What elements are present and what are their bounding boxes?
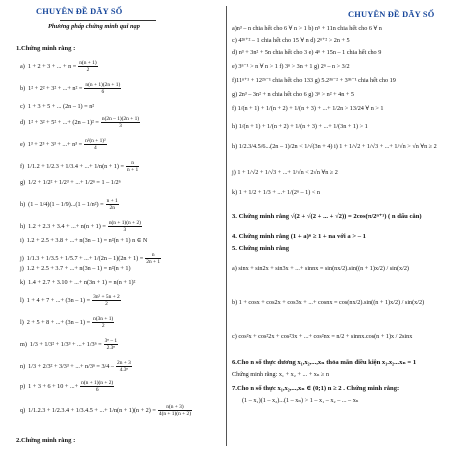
formula-fraction	[84, 138, 107, 151]
section-heading: 5. Chứng minh rằng	[232, 245, 290, 252]
fraction-numerator: n(n + 1)(2n + 1)	[85, 82, 121, 88]
fraction-denominator: 3	[123, 227, 127, 233]
formula-line	[20, 280, 135, 286]
formula-line: f) 1/(n + 1) + 1/(n + 2) + 1/(n + 3) + ...+ 1/2n > 13/24 ∀ n > 1	[232, 105, 384, 112]
formula-fraction	[158, 404, 192, 417]
formula-text: 1/1.2.3 + 1/2.3.4 + 1/3.4.5 + ...+ 1/n(n + 1)(n + 2) =	[28, 406, 156, 414]
formula-label: a)	[20, 62, 25, 70]
section-2-heading: 2.Chứng minh rằng :	[16, 437, 76, 444]
formula-line	[20, 316, 114, 329]
formula-label: e)	[20, 140, 25, 148]
formula-text: 1 + 3 + 6 + 10 + ...+	[28, 382, 79, 390]
formula-label: k)	[20, 279, 26, 286]
section-heading: 7.Cho n số thực x₁,x₂,...,xₙ ∈ (0;1) n ≥ 2 . Chứng minh rằng:	[232, 385, 400, 392]
fraction-denominator: 2	[105, 301, 108, 307]
formula-line: a)n³ – n chia hết cho 6 ∀ n > 1 b) n⁵ + 11n chia hết cho 6 ∀ n	[232, 25, 382, 32]
fraction-numerator: n(n + 3)	[158, 404, 192, 411]
formula-line	[20, 404, 192, 417]
fraction-numerator: n	[145, 252, 161, 259]
formula-text: 1 + 2 + 3 + ... + n =	[27, 62, 77, 70]
fraction-denominator: 2n	[109, 205, 115, 211]
formula-line	[20, 60, 98, 73]
formula-text: 1 + 4 + 7 + ...+ (3n – 1) =	[26, 296, 91, 304]
formula-text: 1/1.3 + 1/3.5 + 1/5.7 + ...+ 1/(2n – 1)(2n + 1) =	[26, 254, 144, 262]
right-column	[228, 0, 453, 453]
fraction-numerator: n	[126, 160, 139, 167]
formula-line: h) 1/2.3/4.5/6...(2n – 1)/2n < 1/√(3n + 4) i) 1 + 1/√2 + 1/√3 + ...+ 1/√n > √n ∀n ≥ 2	[232, 143, 437, 150]
formula-text: 1² + 2² + 3² + ...+ n² =	[28, 84, 83, 92]
formula-text: 1.2 + 2.5 + 3.7 + ...+ n(3n – 1) = n²(n + 1)	[26, 265, 131, 272]
formula-label: j)	[20, 254, 24, 262]
formula-line: f)11ⁿ⁺¹ + 12²ⁿ⁻¹ chia hết cho 133 g) 5.2³ⁿ⁻² + 3³ⁿ⁻¹ chia hết cho 19	[232, 77, 396, 84]
formula-line: k) 1 + 1/2 + 1/3 + ...+ 1/(2ⁿ – 1) < n	[232, 189, 320, 196]
fraction-numerator: n(n + 1)(n + 2)	[108, 220, 141, 226]
fraction-numerator: 3ⁿ – 1	[104, 338, 118, 344]
formula-text: 1 + 3 + 5 + ... (2n – 1) = n²	[27, 103, 95, 110]
formula-text: 1/1.2 + 1/2.3 + 1/3.4 + ...+ 1/n(n + 1) =	[27, 162, 125, 170]
fraction-numerator: n²(n + 1)²	[85, 138, 106, 144]
formula-line: c) 4²ⁿ⁺² – 1 chia hết cho 15 ∀ n d) 2ⁿ⁺² > 2n + 5	[232, 37, 350, 44]
formula-line	[20, 160, 139, 173]
section-heading: 4. Chứng minh rằng (1 + a)ⁿ ≥ 1 + na với a > – 1	[232, 233, 366, 240]
formula-label: g)	[20, 179, 26, 186]
left-column	[0, 0, 226, 453]
formula-line: a) sinx + sin2x + sin3x + ...+ sinnx = sin(nx/2).sin((n + 1)x/2) / sin(x/2)	[232, 265, 409, 272]
fraction-denominator: 2	[101, 323, 105, 329]
left-title-underline	[60, 20, 156, 21]
fraction-numerator: n(2n – 1)(2n + 1)	[101, 116, 140, 122]
fraction-denominator: 3	[119, 123, 122, 129]
formula-fraction	[84, 82, 121, 95]
formula-fraction	[108, 220, 142, 233]
formula-line: j) 1 + 1/√2 + 1/√3 + ...+ 1/√n < 2√n ∀n ≥ 2	[232, 169, 338, 176]
formula-line: c) cos²x + cos²2x + cos²3x + ...+ cos²nx = n/2 + sinnx.cos(n + 1)x / 2sinx	[232, 333, 413, 340]
formula-line: g) 2n³ – 3n² + n chia hết cho 6 g) 3ⁿ > n² + 4n + 5	[232, 91, 355, 98]
fraction-denominator: 2	[86, 67, 90, 73]
formula-label: j)	[20, 265, 24, 272]
formula-label: p)	[20, 382, 26, 390]
fraction-numerator: n(3n + 1)	[93, 316, 114, 322]
formula-label: q)	[20, 406, 26, 414]
formula-text: 1² + 3² + 5² + ...+ (2n – 1)² =	[28, 118, 99, 126]
fraction-denominator: n + 1	[127, 167, 139, 173]
formula-line: Chứng minh rằng: x₁ + x₂ + ... + xₙ ≥ n	[232, 371, 330, 378]
formula-text: 1/3 + 1/3² + 1/3³ + ...+ 1/3ⁿ =	[29, 340, 102, 348]
formula-fraction	[78, 60, 97, 73]
fraction-denominator: 4.3ⁿ	[119, 367, 129, 373]
fraction-numerator: 2n + 3	[117, 360, 131, 366]
formula-label: h)	[20, 200, 26, 208]
fraction-numerator: n(n + 1)(n + 2)	[81, 380, 114, 386]
fraction-numerator: n + 1	[106, 198, 118, 204]
formula-label: l)	[20, 318, 24, 326]
formula-line	[20, 238, 147, 244]
formula-text: 2 + 5 + 8 + ...+ (3n – 1) =	[26, 318, 91, 326]
fraction-numerator: n(n + 1)	[79, 60, 97, 66]
formula-line: e) 3ⁿ⁻¹ > n ∀ n > 1 f) 3ⁿ > 3n + 1 g) 2ⁿ – n > 3/2	[232, 63, 350, 70]
formula-label: n)	[20, 362, 26, 370]
formula-label: h)	[20, 222, 26, 230]
formula-text: 1.2 + 2.5 + 3.8 + ...+ n(3n – 1) = n²(n + 1) n ∈ N	[26, 237, 148, 244]
column-divider	[226, 6, 227, 446]
left-subtitle: Phương pháp chứng minh qui nạp	[48, 23, 140, 30]
formula-line	[20, 338, 118, 351]
formula-fraction	[116, 360, 132, 373]
formula-label: c)	[20, 103, 25, 110]
formula-text: (1 – 1/4)(1 – 1/9)...(1 – 1/n²) =	[28, 200, 104, 208]
formula-fraction	[145, 252, 161, 265]
formula-line	[20, 138, 107, 151]
fraction-denominator: 6	[95, 387, 99, 393]
formula-line	[20, 294, 121, 307]
formula-line	[20, 220, 142, 233]
fraction-denominator: 2.3ⁿ	[106, 345, 116, 351]
formula-label: b)	[20, 84, 26, 92]
formula-line	[20, 104, 94, 110]
fraction-numerator: 3n² + 5n + 2	[93, 294, 120, 300]
formula-line	[20, 360, 132, 373]
formula-line	[20, 82, 121, 95]
formula-line: b) 1 + cosx + cos2x + cos3x + ...+ cosnx = cos(nx/2).sin((n + 1)x/2) / sin(x/2)	[232, 299, 425, 306]
formula-line	[20, 198, 119, 211]
formula-label: l)	[20, 296, 24, 304]
fraction-denominator: 2n + 1	[146, 259, 161, 265]
formula-line	[20, 266, 131, 272]
formula-label: m)	[20, 340, 27, 348]
formula-label: i)	[20, 237, 24, 244]
formula-line	[20, 252, 161, 265]
formula-text: 1/2 + 1/2² + 1/2³ + ...+ 1/2ⁿ = 1 – 1/2ⁿ	[28, 179, 121, 186]
formula-fraction	[104, 338, 118, 351]
formula-text: 1³ + 2³ + 3³ + ...+ n³ =	[27, 140, 83, 148]
formula-fraction	[101, 116, 140, 129]
formula-line	[20, 116, 140, 129]
formula-line	[20, 180, 121, 186]
section-1-heading: 1.Chứng minh rằng :	[16, 45, 76, 52]
right-title: CHUYÊN ĐỀ DÃY SỐ	[348, 10, 435, 19]
section-heading: 6.Cho n số thực dương x₁,x₂,...,xₙ thỏa mãn điều kiện x₁.x₂...xₙ = 1	[232, 359, 417, 366]
formula-line: d) n³ + 3n² + 5n chia hết cho 3 e) 4ⁿ + 15n – 1 chia hết cho 9	[232, 49, 382, 56]
fraction-denominator: 4	[94, 145, 97, 151]
formula-text: 1.2 + 2.3 + 3.4 + ...+ n(n + 1) =	[28, 222, 106, 230]
formula-line: (1 – x₁)(1 – x₂)...(1 – xₙ) > 1 – x₁ – x₂ – ... – xₙ	[242, 397, 359, 404]
formula-fraction	[80, 380, 114, 393]
formula-fraction	[92, 316, 114, 329]
formula-fraction	[106, 198, 119, 211]
fraction-denominator: 6	[101, 89, 105, 95]
formula-line: h) 1/(n + 1) + 1/(n + 2) + 1/(n + 3) + ...+ 1/(3n + 1) > 1	[232, 123, 368, 130]
formula-fraction	[126, 160, 139, 173]
formula-line	[20, 380, 114, 393]
formula-fraction	[92, 294, 121, 307]
section-heading: 3. Chứng minh rằng √(2 + √(2 + ... + √2)) = 2cos(π/2ⁿ⁺¹) ( n dấu căn)	[232, 213, 422, 220]
left-title: CHUYÊN ĐỀ DÃY SỐ	[36, 7, 123, 16]
formula-text: 1.4 + 2.7 + 3.10 + ...+ n(3n + 1) = n(n + 1)²	[28, 279, 136, 286]
formula-label: f)	[20, 162, 25, 170]
formula-label: d)	[20, 118, 26, 126]
formula-text: 1/3 + 2/3² + 3/3³ + ...+ n/3ⁿ = 3/4 –	[28, 362, 114, 370]
fraction-denominator: 4(n + 1)(n + 2)	[158, 411, 192, 417]
